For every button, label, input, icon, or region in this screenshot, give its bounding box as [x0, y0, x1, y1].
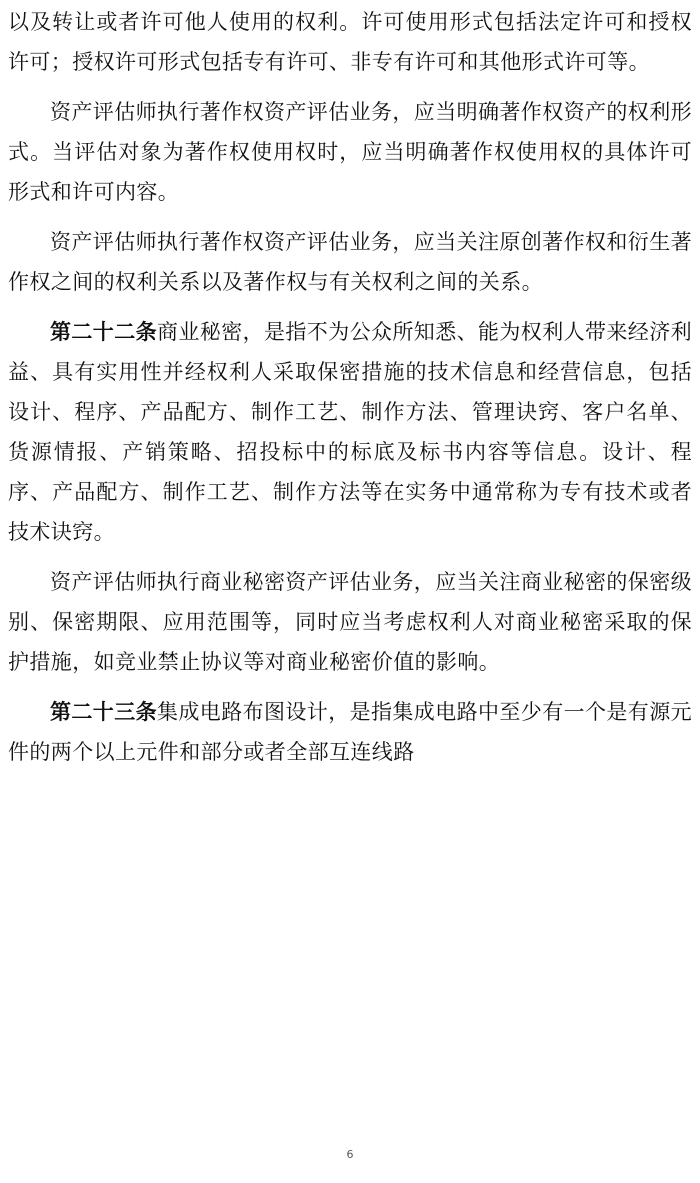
page-number: 6 — [346, 1148, 354, 1161]
paragraph-text: 商业秘密，是指不为公众所知悉、能为权利人带来经济利益、具有实用性并经权利人采取保密措施的技术信息和经营信息，包括设计、程序、产品配方、制作工艺、制作方法、管理诀窍、客户名单、货源情报、产销策略、招投标中的标底及标书内容等信息。设计、程序、产品配方、制作工艺、制作方法等在实务中通常称为专有技术或者技术诀窍。 — [8, 320, 692, 544]
article-number: 第二十二条 — [50, 320, 157, 344]
paragraph-text: 以及转让或者许可他人使用的权利。许可使用形式包括法定许可和授权许可；授权许可形式包括专有许可、非专有许可和其他形式许可等。 — [8, 10, 692, 74]
paragraph-text: 资产评估师执行商业秘密资产评估业务，应当关注商业秘密的保密级别、保密期限、应用范围等，同时应当考虑权利人对商业秘密采取的保护措施，如竞业禁止协议等对商业秘密价值的影响。 — [8, 570, 692, 674]
paragraph-5 — [8, 562, 692, 682]
paragraph-2 — [8, 92, 692, 212]
document-body — [8, 2, 692, 772]
paragraph-text: 资产评估师执行著作权资产评估业务，应当明确著作权资产的权利形式。当评估对象为著作权使用权时，应当明确著作权使用权的具体许可形式和许可内容。 — [8, 100, 692, 204]
paragraph-text: 资产评估师执行著作权资产评估业务，应当关注原创著作权和衍生著作权之间的权利关系以及著作权与有关权利之间的关系。 — [8, 230, 692, 294]
paragraph-6 — [8, 692, 692, 772]
paragraph-3 — [8, 222, 692, 302]
paragraph-4 — [8, 312, 692, 552]
article-number: 第二十三条 — [50, 700, 157, 724]
paragraph-text: 集成电路布图设计，是指集成电路中至少有一个是有源元件的两个以上元件和部分或者全部互连线路 — [8, 700, 692, 764]
paragraph-1 — [8, 2, 692, 82]
